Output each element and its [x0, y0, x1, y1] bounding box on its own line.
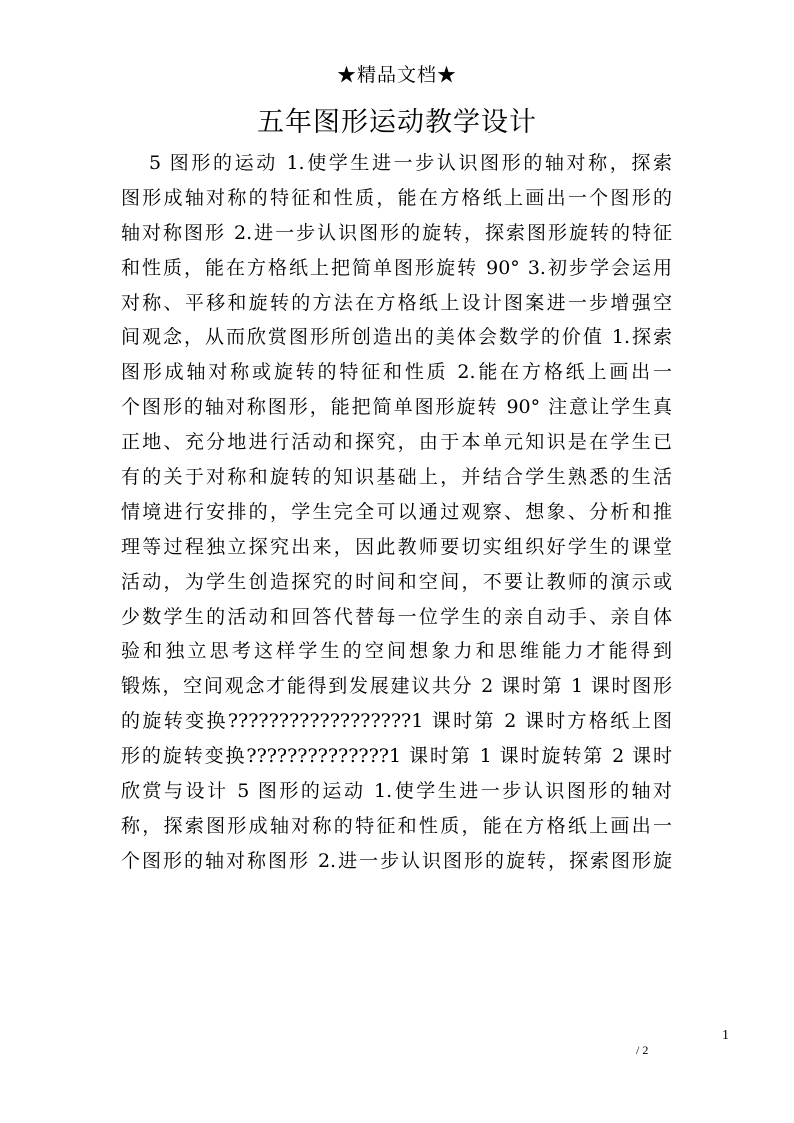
- text-line: 称，探索图形成轴对称的特征和性质，能在方格纸上画出一: [121, 814, 672, 837]
- text-line: 锻炼，空间观念才能得到发展建议共分 2 课时第 1 课时图形: [121, 675, 672, 698]
- text-line: 和性质，能在方格纸上把简单图形旋转 90° 3.初步学会运用: [121, 256, 672, 279]
- text-line: 理等过程独立探究出来，因此教师要切实组织好学生的课堂: [121, 535, 672, 558]
- text-line: 验和独立思考这样学生的空间想象力和思维能力才能得到: [121, 640, 672, 663]
- document-title: 五年图形运动教学设计: [257, 107, 537, 138]
- text-line: 轴对称图形 2.进一步认识图形的旋转，探索图形旋转的特征: [121, 221, 672, 244]
- text-line: 形的旋转变换??????????????1 课时第 1 课时旋转第 2 课时: [121, 745, 672, 768]
- text-line: 图形成轴对称或旋转的特征和性质 2.能在方格纸上画出一: [121, 361, 672, 384]
- document-header: ★精品文档★: [336, 64, 457, 86]
- text-line: 的旋转变换??????????????????1 课时第 2 课时方格纸上图: [121, 710, 672, 733]
- text-line: 间观念，从而欣赏图形所创造出的美体会数学的价值 1.探索: [121, 326, 672, 349]
- page-total: / 2: [636, 1043, 649, 1057]
- text-line: 有的关于对称和旋转的知识基础上，并结合学生熟悉的生活: [121, 466, 672, 489]
- text-line: 活动，为学生创造探究的时间和空间，不要让教师的演示或: [121, 570, 672, 593]
- body-text: [121, 146, 672, 879]
- text-line: 欣赏与设计 5 图形的运动 1.使学生进一步认识图形的轴对: [121, 780, 672, 803]
- text-line: 图形成轴对称的特征和性质，能在方格纸上画出一个图形的: [121, 186, 672, 209]
- text-line: 少数学生的活动和回答代替每一位学生的亲自动手、亲自体: [121, 605, 672, 628]
- text-line: 个图形的轴对称图形，能把简单图形旋转 90° 注意让学生真: [121, 396, 672, 419]
- text-line: 正地、充分地进行活动和探究，由于本单元知识是在学生已: [121, 431, 672, 454]
- text-line: 个图形的轴对称图形 2.进一步认识图形的旋转，探索图形旋: [121, 849, 672, 872]
- text-line: 对称、平移和旋转的方法在方格纸上设计图案进一步增强空: [121, 291, 672, 314]
- page-number: 1: [722, 1028, 729, 1043]
- text-line: 情境进行安排的，学生完全可以通过观察、想象、分析和推: [121, 500, 672, 523]
- text-line: 5 图形的运动 1.使学生进一步认识图形的轴对称，探索: [149, 152, 672, 174]
